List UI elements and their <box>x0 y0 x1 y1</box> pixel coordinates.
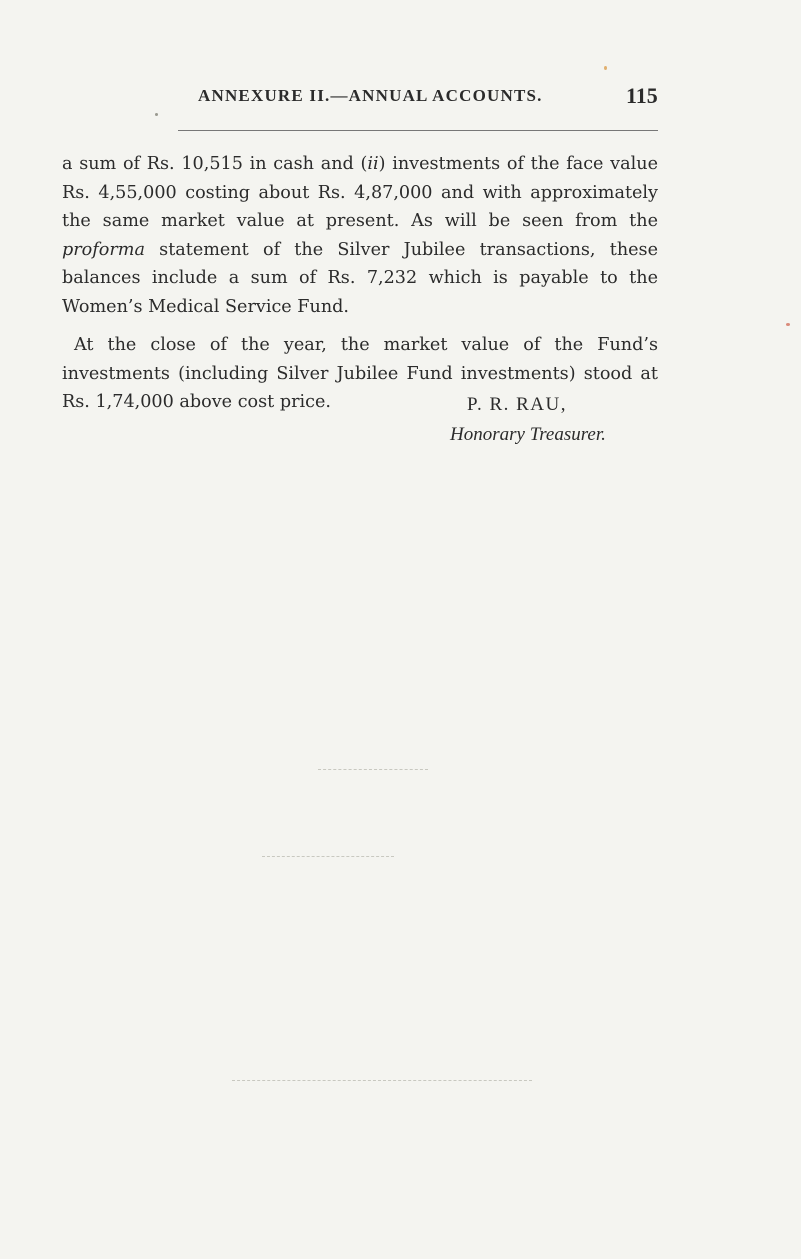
page-number: 115 <box>626 83 658 108</box>
signatory-name: P. R. RAU, <box>467 394 567 415</box>
bleed-through-line <box>232 1080 532 1081</box>
header-title: ANNEXURE II.—ANNUAL ACCOUNTS. <box>198 86 543 105</box>
signatory-title: Honorary Treasurer. <box>450 424 606 445</box>
paper-speck <box>786 323 790 326</box>
body-text <box>62 150 658 417</box>
paragraph-1-part-b: ) investments of the face value Rs. 4,55,000 costing about Rs. 4,87,000 and with approximately the same market value at present. As will be seen from the <box>62 154 658 231</box>
bleed-through-line <box>262 856 394 857</box>
bleed-through-line <box>318 769 428 770</box>
paper-speck <box>155 113 158 116</box>
paragraph-1 <box>62 150 658 321</box>
paragraph-1-part-a: a sum of Rs. 10,515 in cash and ( <box>62 154 368 174</box>
paragraph-1-proforma: proforma <box>62 239 145 260</box>
header-rule <box>178 130 658 131</box>
paragraph-2: At the close of the year, the market value of the Fund’s investments (including Silver Jubilee Fund investments) stood at Rs. 1,74,000 above cost price. <box>62 335 658 412</box>
paragraph-1-ii: ii <box>367 154 379 174</box>
paper-speck <box>604 66 607 70</box>
page-header <box>0 83 801 112</box>
paragraph-1-part-c: statement of the Silver Jubilee transactions, these balances include a sum of Rs. 7,232 which is payable to the Women’s Medical Service Fund. <box>62 239 658 317</box>
